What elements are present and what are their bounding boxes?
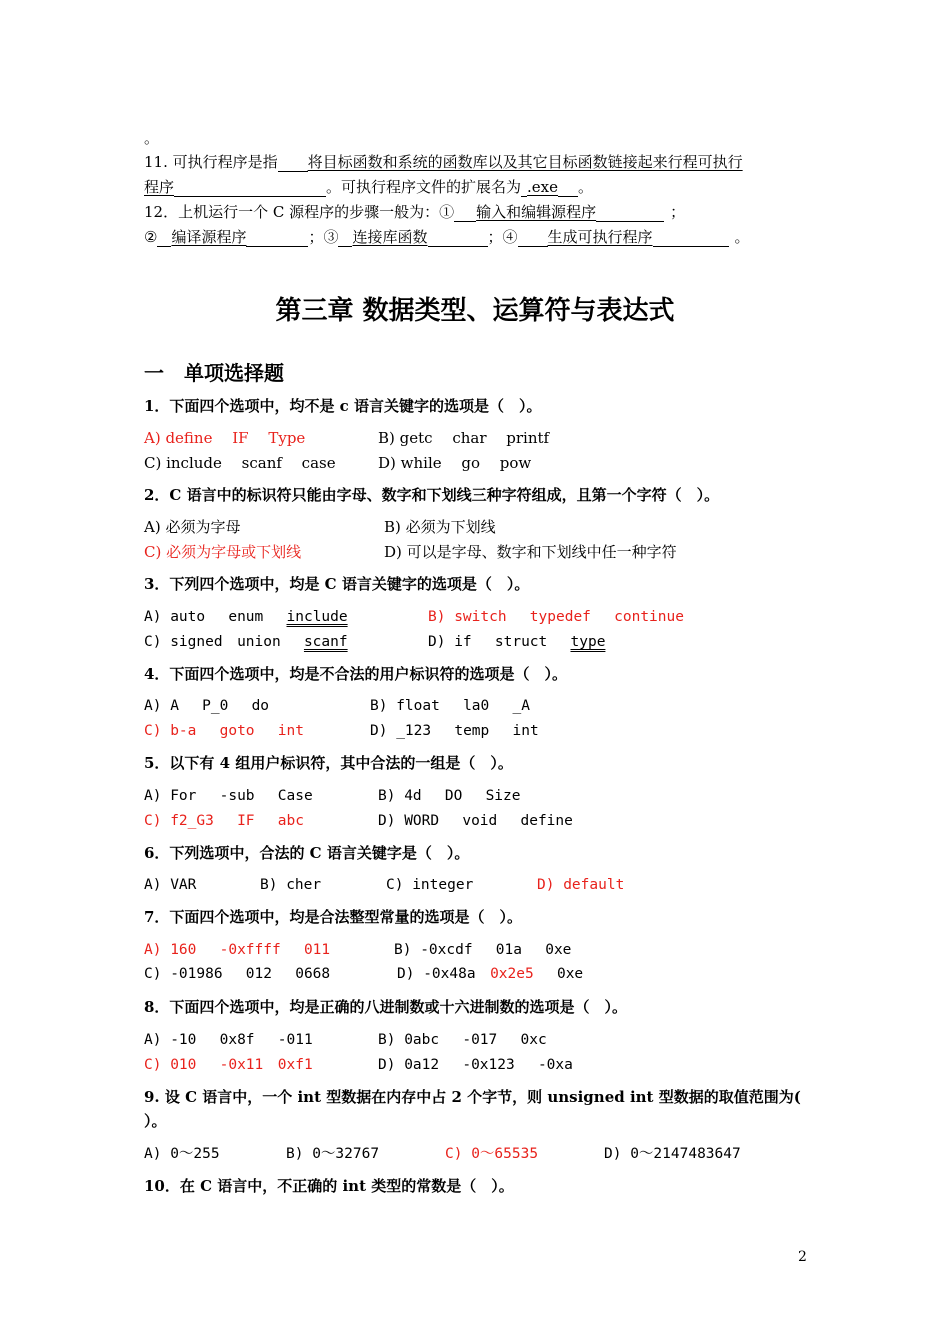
q6-option-d: D) default (537, 877, 625, 893)
q12-s4-pad-left (518, 229, 548, 247)
q2-option-b: B) 必须为下划线 (384, 518, 496, 536)
q1-option-d: D) while go pow (378, 454, 532, 472)
q12-sep1: ； (670, 203, 686, 221)
q12-step4: 生成可执行程序 (547, 228, 653, 246)
q7-option-b: B) -0xcdf 01a 0xe (394, 942, 572, 958)
q11-mid: 。可执行程序文件的扩展名为 (326, 178, 522, 196)
q11-prefix: 11. 可执行程序是指 (144, 153, 278, 171)
question-11-line1 (144, 152, 743, 172)
q11-ext: .exe (527, 178, 559, 196)
q6-option-b: B) cher (260, 877, 322, 893)
q11-answer-cont: 程序 (144, 178, 175, 196)
chapter-title: 第三章 数据类型、运算符与表达式 (275, 296, 675, 326)
question-1: 1．下面四个选项中，均不是 c 语言关键字的选项是（ ）。 (144, 397, 542, 415)
q11-end: 。 (578, 178, 594, 196)
q3-option-d-underlined: type (570, 634, 606, 650)
q6-option-c: C) integer (386, 877, 474, 893)
q12-sep2: ；③ (308, 228, 339, 246)
question-3: 3．下列四个选项中，均是 C 语言关键字的选项是（ ）。 (144, 575, 530, 593)
question-7: 7．下面四个选项中，均是合法整型常量的选项是（ ）。 (144, 908, 522, 926)
q2-option-a: A) 必须为字母 (144, 518, 241, 536)
question-9-line1: 9. 设 C 语言中，一个 int 型数据在内存中占 2 个字节，则 unsigned int 型数据的取值范围为( (144, 1088, 801, 1106)
q7-option-d-highlight: 0x2e5 (490, 966, 534, 982)
q11-ext-pad-right (558, 179, 578, 197)
q12-s1-pad-right (596, 204, 664, 222)
question-4: 4．下面四个选项中，均是不合法的用户标识符的选项是（ ）。 (144, 665, 567, 683)
q3-option-b: B) switch typedef continue (428, 609, 684, 625)
q7-option-d-part3: 0xe (533, 966, 584, 982)
q12-s2-pad-left (157, 229, 171, 247)
q1-option-a: A) define IF Type (144, 429, 306, 447)
q3-option-a-underlined: include (286, 609, 348, 625)
q12-step2: 编译源程序 (171, 228, 247, 246)
q12-step3: 连接库函数 (352, 228, 428, 246)
q9-option-c: C) 0～65535 (445, 1146, 539, 1162)
q4-option-b: B) float la0 _A (370, 698, 530, 714)
q5-option-d: D) WORD void define (378, 813, 573, 829)
q8-option-a: A) -10 0x8f -011 (144, 1032, 313, 1048)
q12-prefix: 12．上机运行一个 C 源程序的步骤一般为：① (144, 203, 455, 221)
q3-option-a (144, 607, 348, 627)
q11-answer: 将目标函数和系统的函数库以及其它目标函数链接起来行程可执行 (307, 153, 743, 171)
page-number: 2 (798, 1249, 807, 1265)
q5-option-b: B) 4d DO Size (378, 788, 521, 804)
q12-s1-pad-left (454, 204, 476, 222)
q5-option-a: A) For -sub Case (144, 788, 313, 804)
q4-option-c: C) b-a goto int (144, 723, 304, 739)
q12-s3-pad-right (428, 229, 488, 247)
question-5: 5．以下有 4 组用户标识符，其中合法的一组是（ ）。 (144, 754, 513, 772)
question-10: 10．在 C 语言中，不正确的 int 类型的常数是（ ）。 (144, 1177, 514, 1195)
q12-s4-pad-right (653, 229, 729, 247)
q12-s3-pad-left (338, 229, 352, 247)
q7-option-d-part1: D) -0x48a (397, 966, 491, 982)
q12-end: 。 (734, 228, 750, 246)
q7-option-c: C) -01986 012 0668 (144, 966, 331, 982)
q2-option-d: D) 可以是字母、数字和下划线中任一种字符 (384, 543, 677, 561)
q9-option-d: D) 0～2147483647 (604, 1146, 741, 1162)
q7-option-d (397, 964, 583, 984)
question-12-line1 (144, 202, 685, 222)
q2-option-c: C) 必须为字母或下划线 (144, 543, 302, 561)
question-2: 2．C 语言中的标识符只能由字母、数字和下划线三种字符组成，且第一个字符（ ）。 (144, 486, 720, 504)
q3-option-c-underlined: scanf (303, 634, 348, 650)
q1-option-b: B) getc char printf (378, 429, 550, 447)
question-9-line2: ）。 (144, 1112, 167, 1130)
q7-option-a: A) 160 -0xffff 011 (144, 942, 331, 958)
q12-num2: ② (144, 228, 158, 246)
q3-option-c-text: C) signed union (144, 634, 304, 650)
q5-option-c: C) f2_G3 IF abc (144, 813, 304, 829)
q9-option-a: A) 0～255 (144, 1146, 220, 1162)
question-8: 8．下面四个选项中，均是正确的八进制数或十六进制数的选项是（ ）。 (144, 998, 627, 1016)
q3-option-d-text: D) if struct (428, 634, 571, 650)
leading-period: 。 (144, 129, 160, 147)
q9-option-b: B) 0～32767 (286, 1146, 380, 1162)
section-title: 一 单项选择题 (144, 361, 284, 385)
q12-step1: 输入和编辑源程序 (476, 203, 597, 221)
q3-option-a-text: A) auto enum (144, 609, 287, 625)
q4-option-d: D) _123 temp int (370, 723, 539, 739)
q1-option-c: C) include scanf case (144, 454, 336, 472)
question-12-line2 (144, 227, 750, 247)
question-11-line2 (144, 177, 593, 197)
q8-option-c: C) 010 -0x11 0xf1 (144, 1057, 313, 1073)
q8-option-d: D) 0a12 -0x123 -0xa (378, 1057, 573, 1073)
question-6: 6．下列选项中，合法的 C 语言关键字是（ ）。 (144, 844, 470, 862)
q12-s2-pad-right (246, 229, 308, 247)
q6-option-a: A) VAR (144, 877, 197, 893)
q11-blank-lead (278, 154, 308, 172)
q11-blank-tail (174, 179, 326, 197)
q8-option-b: B) 0abc -017 0xc (378, 1032, 547, 1048)
q4-option-a: A) A P_0 do (144, 698, 270, 714)
q3-option-d (428, 632, 605, 652)
q3-option-c (144, 632, 348, 652)
q12-sep3: ；④ (487, 228, 518, 246)
